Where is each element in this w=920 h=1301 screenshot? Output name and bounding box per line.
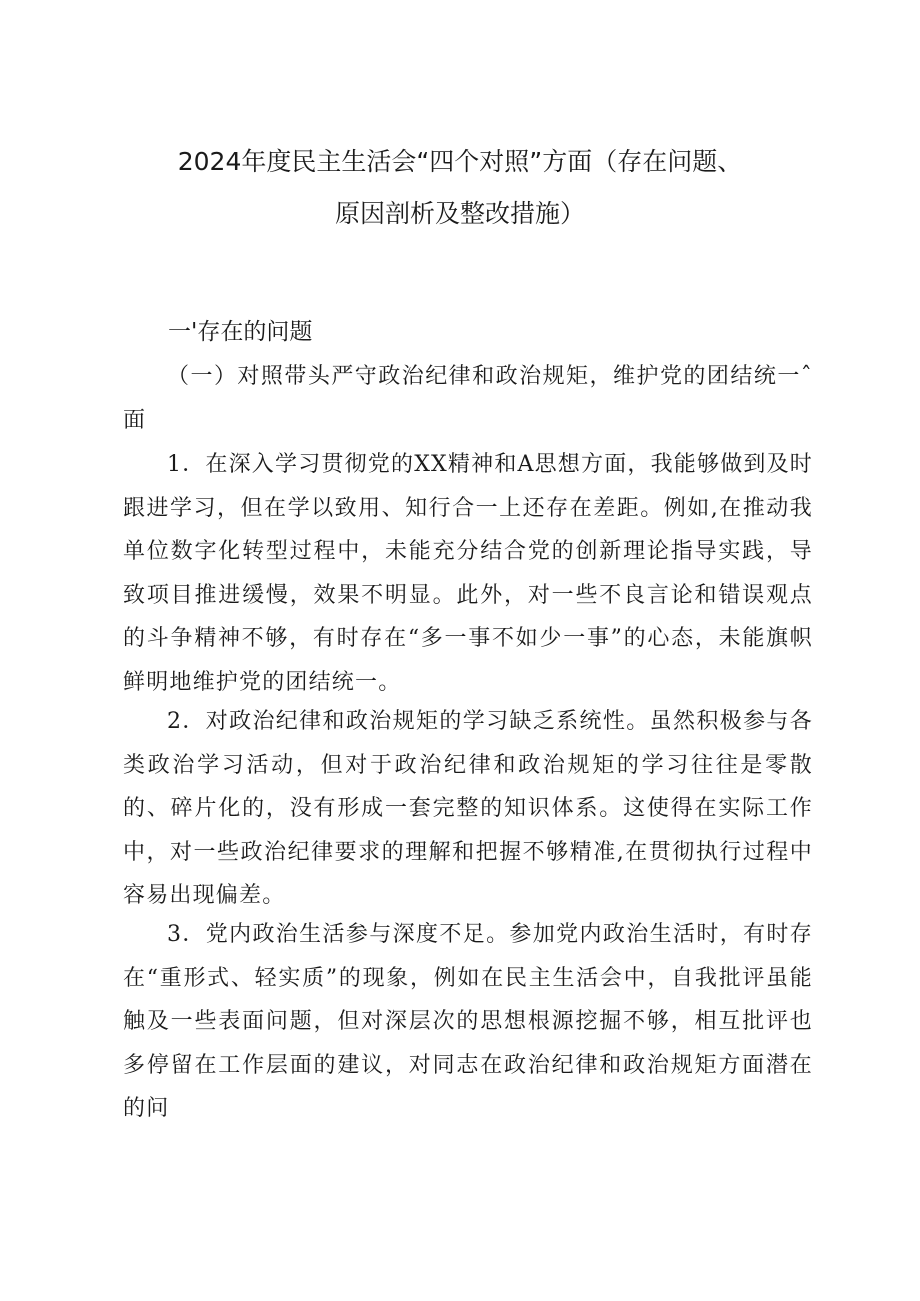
paragraph-3: 3．党内政治生活参与深度不足。参加党内政治生活时，有时存在“重形式、轻实质”的现象，例如在民主生活会中，自我批评虽能触及一些表面问题，但对深层次的思想根源挖掘不够，相互批评也多停留在工作层面的建议，对同志在政治纪律和政治规矩方面潜在的问 [123, 922, 813, 1121]
paragraph-1: 1．在深入学习贯彻党的XX精神和A思想方面，我能够做到及时跟进学习，但在学以致用、知行合一上还存在差距。例如,在推动我单位数字化转型过程中，未能充分结合党的创新理论指导实践，导致项目推进缓慢，效果不明显。此外，对一些不良言论和错误观点的斗争精神不够，有时存在“多一事不如少一事”的心态，未能旗帜鲜明地维护党的团结统一。 [123, 452, 814, 695]
document-title-line-1: 2024年度民主生活会“四个对照”方面（存在问题、 [177, 147, 743, 176]
subsection-heading: （一）对照带头严守政治纪律和政治规矩，维护党的团结统一ˆ面 [123, 364, 813, 433]
section-heading: 一'存在的问题 [168, 319, 313, 345]
document-title-line-2: 原因剖析及整改措施） [334, 199, 585, 228]
paragraph-2: 2．对政治纪律和政治规矩的学习缺乏系统性。虽然积极参与各类政治学习活动，但对于政治纪律和政治规矩的学习往往是零散的、碎片化的，没有形成一套完整的知识体系。这使得在实际工作中，对一些政治纪律要求的理解和把握不够精准,在贯彻执行过程中容易出现偏差。 [123, 709, 813, 908]
